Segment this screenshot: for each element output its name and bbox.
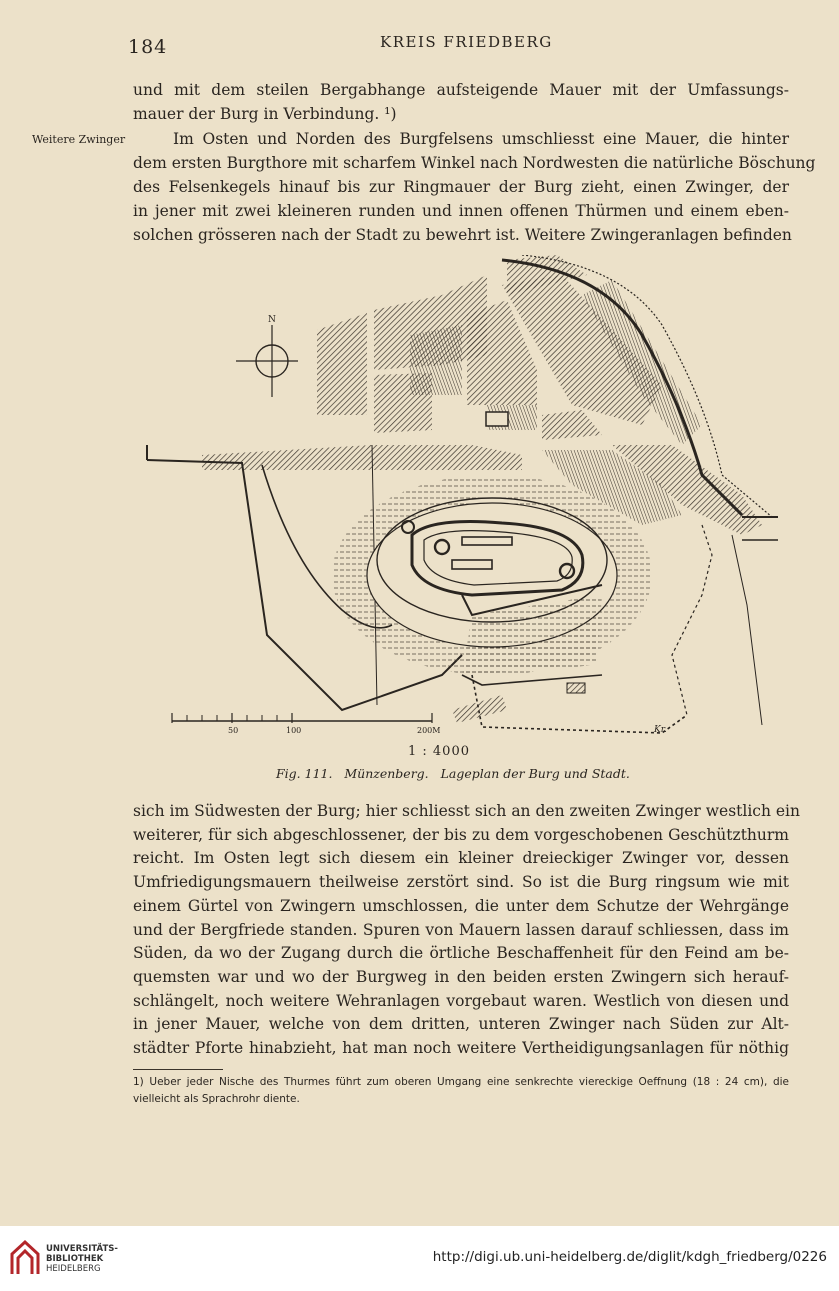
castle-outline: [402, 521, 583, 595]
figure-scale: 1 : 4000: [408, 744, 470, 759]
compass-north-label: N: [268, 315, 276, 325]
compass-icon: [236, 315, 298, 397]
footnote-rule: [133, 1069, 223, 1070]
caption-text: Lageplan der Burg und Stadt.: [440, 766, 630, 781]
text-line: weiterer, für sich abgeschlossener, der bis zu dem vorgeschobenen Geschützthurm: [133, 825, 789, 844]
library-logo-icon: [8, 1238, 42, 1278]
text-line: des Felsenkegels hinauf bis zur Ringmauer der Burg zieht, einen Zwinger, der: [133, 178, 789, 196]
library-name-line: HEIDELBERG: [46, 1264, 101, 1274]
text-line: und der Bergfriede standen. Spuren von Mauern lassen darauf schliessen, dass im: [133, 920, 789, 939]
text-line: städter Pforte hinabzieht, hat man noch weitere Vertheidigungsanlagen für nöthig: [133, 1039, 789, 1058]
text-line: dem ersten Burgthore mit scharfem Winkel nach Nordwesten die natürliche Böschung: [133, 154, 816, 172]
scale-tick-label: 100: [286, 726, 302, 735]
text-line: schlängelt, noch weitere Wehranlagen vorgebaut waren. Westlich von diesen und: [133, 991, 789, 1010]
margin-note: Weitere Zwinger: [32, 133, 126, 146]
paragraph-3: [133, 800, 800, 1061]
viewer-footer: [0, 1226, 839, 1291]
artist-signature: Kr.: [654, 725, 667, 735]
site-plan-figure: [142, 255, 778, 745]
text-line: quemsten war und wo der Burgweg in den beiden ersten Zwingern sich herauf-: [133, 967, 789, 986]
text-line: einem Gürtel von Zwingern umschlossen, die unter dem Schutze der Wehrgänge: [133, 896, 789, 915]
page-number: 184: [128, 36, 168, 58]
library-name-line: BIBLIOTHEK: [46, 1254, 104, 1264]
text-line: in jener mit zwei kleineren runden und innen offenen Thürmen und einem eben-: [133, 202, 789, 220]
text-line: solchen grösseren nach der Stadt zu bewehrt ist. Weitere Zwingeranlagen befinden: [133, 226, 792, 244]
text-line: in jener Mauer, welche von dem dritten, unteren Zwinger nach Süden zur Alt-: [133, 1015, 789, 1034]
library-name: [46, 1244, 118, 1274]
footnote: 1) Ueber jeder Nische des Thurmes führt zum oberen Umgang eine senkrechte viereckige Oeffnung (18 : 24 cm), die vielleicht als Sprachrohr diente.: [133, 1076, 789, 1105]
text-line: und mit dem steilen Bergabhange aufsteigende Mauer mit der Umfassungs-: [133, 81, 789, 99]
text-line: Süden, da wo der Zugang durch die örtliche Beschaffenheit für den Feind am be-: [133, 944, 789, 963]
text-line: Umfriedigungsmauern theilweise zerstört sind. So ist die Burg ringsum wie mit: [133, 873, 789, 892]
text-line: Im Osten und Norden des Burgfelsens umschliesst eine Mauer, die hinter: [173, 130, 789, 148]
scale-tick-label: 50: [228, 726, 239, 735]
text-line: sich im Südwesten der Burg; hier schliesst sich an den zweiten Zwinger westlich ein: [133, 802, 800, 820]
permalink-url[interactable]: http://digi.ub.uni-heidelberg.de/diglit/kdgh_friedberg/0226: [432, 1249, 827, 1265]
text-line: reicht. Im Osten legt sich diesem ein kleiner dreieckiger Zwinger vor, dessen: [133, 849, 789, 868]
text-line: mauer der Burg in Verbindung. ¹): [133, 105, 397, 123]
paragraph-2: [133, 127, 816, 247]
paragraph-1: [133, 78, 789, 126]
library-name-line: UNIVERSITÄTS-: [46, 1244, 118, 1254]
figure-caption: [276, 766, 630, 781]
scale-tick-label: 200M: [417, 726, 441, 735]
scale-bar: [172, 713, 440, 735]
running-title: KREIS FRIEDBERG: [380, 33, 553, 51]
caption-place: Münzenberg.: [344, 766, 429, 781]
caption-fig-number: Fig. 111.: [276, 766, 333, 781]
